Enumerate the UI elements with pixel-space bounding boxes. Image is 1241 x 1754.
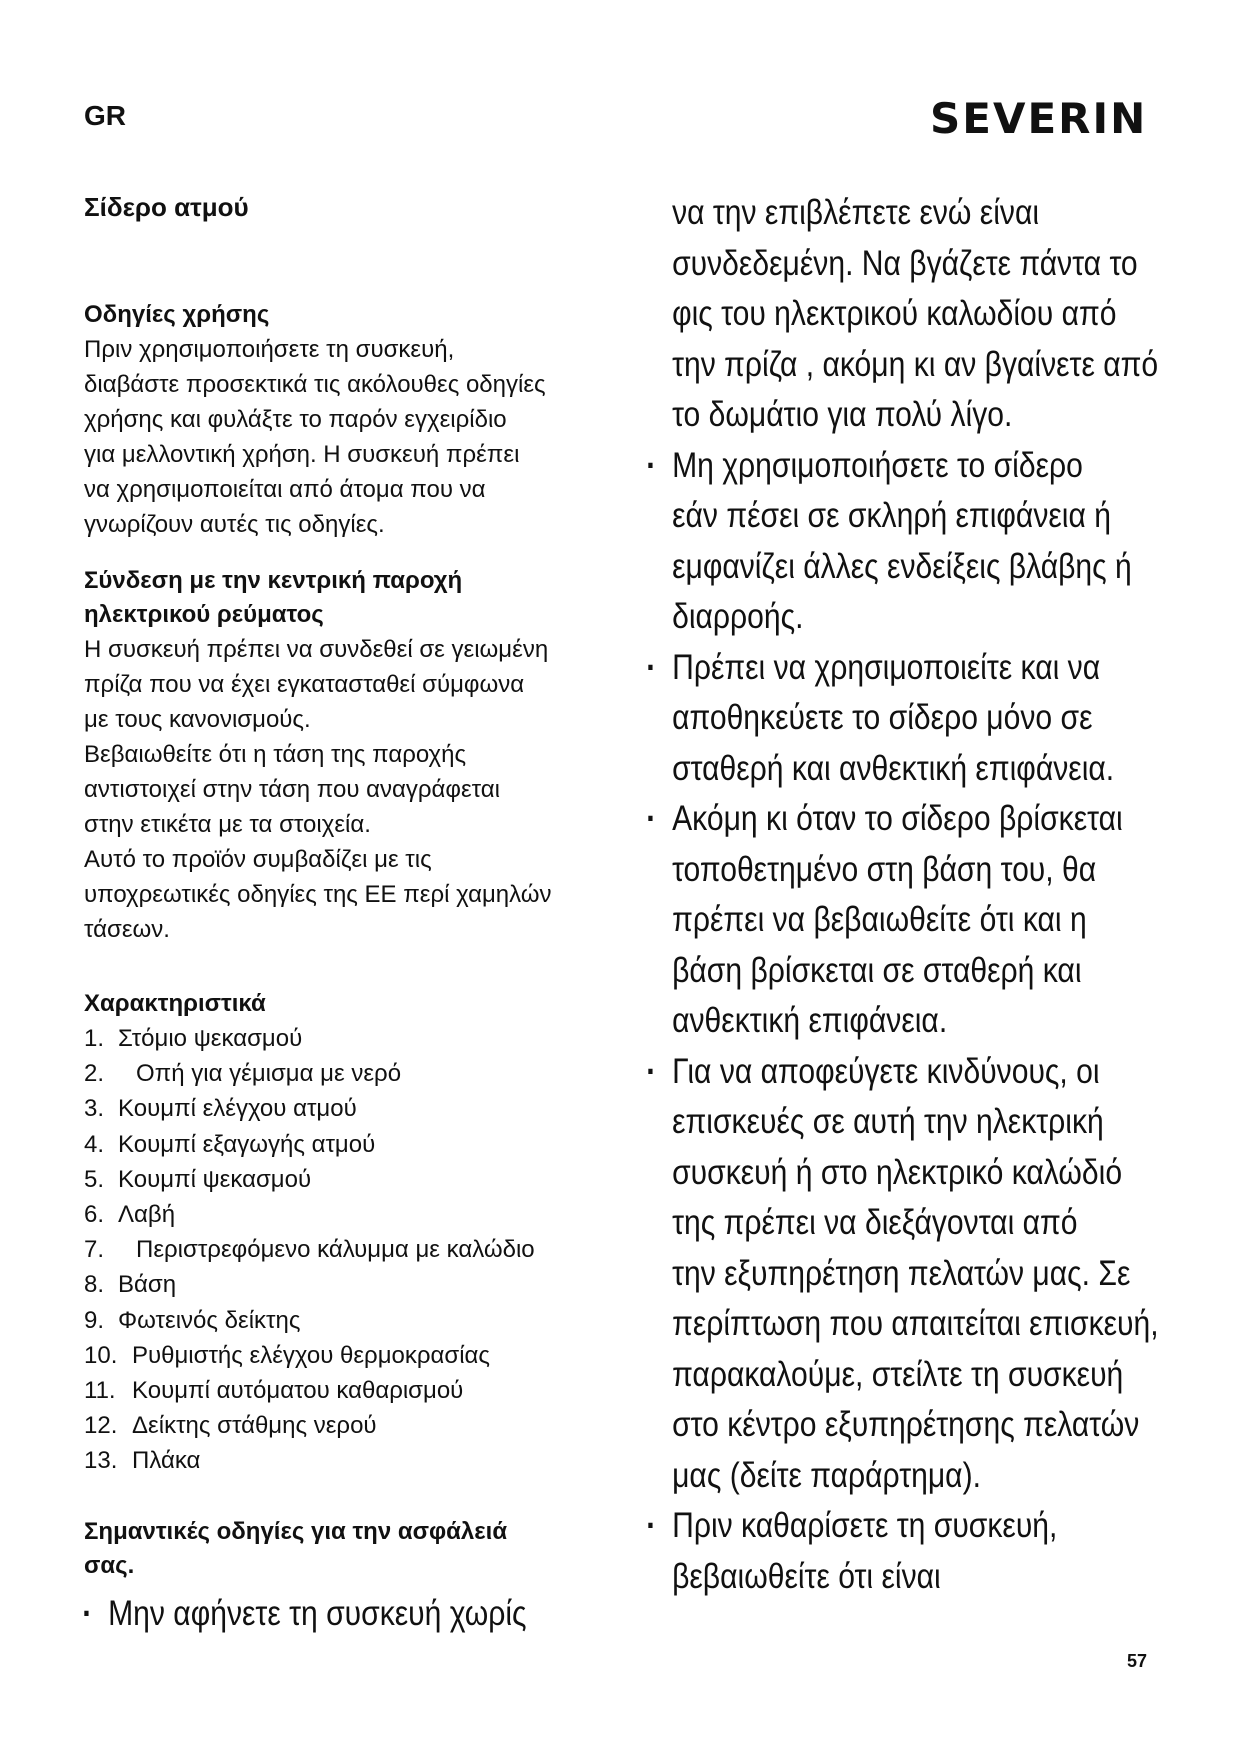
power-text	[84, 632, 604, 947]
text-line: της πρέπει να διεξάγονται από	[672, 1203, 1078, 1242]
list-item: 1. Στόμιο ψεκασμού	[84, 1025, 303, 1052]
list-item: 4. Κουμπί εξαγωγής ατμού	[84, 1130, 376, 1158]
page-number: 57	[1127, 1651, 1148, 1671]
power-heading-cont: ηλεκτρικού ρεύματος	[84, 601, 324, 628]
text-line: με τους κανονισμούς.	[84, 706, 311, 733]
text-line: πρέπει να βεβαιωθείτε ότι και η	[672, 900, 1087, 939]
text-line: περίπτωση που απαιτείται επισκευή,	[672, 1304, 1159, 1343]
text-line: χρήσης και φυλάξτε το παρόν εγχειρίδιο	[84, 406, 507, 433]
text-line: διαρροής.	[672, 597, 804, 636]
safety-bullet-continued	[648, 188, 1198, 441]
instructions-text	[84, 332, 604, 542]
page-title: Σίδερο ατμού	[84, 192, 249, 222]
text-line: στην ετικέτα με τα στοιχεία.	[84, 811, 371, 838]
list-item: 12. Δείκτης στάθμης νερού	[84, 1412, 377, 1440]
safety-heading: Σημαντικές οδηγίες για την ασφάλειά	[84, 1517, 508, 1545]
instructions-heading: Οδηγίες χρήσης	[84, 301, 270, 328]
text-line: για μελλοντική χρήση. Η συσκευή πρέπει	[84, 441, 520, 468]
text-line: τοποθετημένο στη βάση του, θα	[672, 849, 1097, 889]
text-line: εμφανίζει άλλες ενδείξεις βλάβης ή	[672, 546, 1132, 586]
features-list	[84, 1021, 604, 1479]
text-line: φις του ηλεκτρικού καλωδίου από	[672, 294, 1117, 333]
safety-bullet: · Μην αφήνετε τη συσκευή χωρίς	[84, 1589, 634, 1640]
text-line: Η συσκευή πρέπει να συνδεθεί σε γειωμένη	[84, 636, 549, 663]
power-heading: Σύνδεση με την κεντρική παροχή	[84, 567, 463, 594]
list-item: 10. Ρυθμιστής ελέγχου θερμοκρασίας	[84, 1341, 490, 1369]
list-item: 5. Κουμπί ψεκασμού	[84, 1165, 312, 1193]
text-line: την πρίζα , ακόμη κι αν βγαίνετε από	[672, 344, 1159, 384]
safety-heading-cont: σας.	[84, 1551, 135, 1579]
text-line: · Πριν καθαρίσετε τη συσκευή,	[648, 1501, 1198, 1552]
text-line: στο κέντρο εξυπηρέτησης πελατών	[672, 1405, 1140, 1444]
list-item: 8. Βάση	[84, 1271, 177, 1299]
text-line: να την επιβλέπετε ενώ είναι	[672, 193, 1040, 232]
text-line: · Ακόμη κι όταν το σίδερο βρίσκεται	[648, 794, 1198, 845]
text-line: · Πρέπει να χρησιμοποιείτε και να	[648, 643, 1198, 694]
text-line: · Μη χρησιμοποιήσετε το σίδερο	[648, 441, 1198, 492]
text-line: Βεβαιωθείτε ότι η τάση της παροχής	[84, 741, 467, 768]
list-item: 11. Κουμπί αυτόματου καθαρισμού	[84, 1377, 464, 1405]
list-item: 3. Κουμπί ελέγχου ατμού	[84, 1095, 357, 1123]
text-line: το δωμάτιο για πολύ λίγο.	[672, 395, 1013, 434]
safety-bullet	[648, 441, 1198, 643]
safety-bullet	[648, 1047, 1198, 1502]
text-line: εάν πέσει σε σκληρή επιφάνεια ή	[672, 496, 1112, 535]
text-line: επισκευές σε αυτή την ηλεκτρική	[672, 1102, 1104, 1141]
list-item: 9. Φωτεινός δείκτης	[84, 1306, 301, 1334]
left-column	[84, 190, 604, 1639]
text-line: βεβαιωθείτε ότι είναι	[672, 1556, 941, 1596]
text-line: συσκευή ή στο ηλεκτρικό καλώδιό	[672, 1152, 1123, 1192]
language-code: GR	[84, 100, 126, 131]
text-line: βάση βρίσκεται σε σταθερή και	[672, 950, 1082, 990]
text-line: γνωρίζουν αυτές τις οδηγίες.	[84, 511, 385, 538]
list-item: 2. Οπή για γέμισμα με νερό	[84, 1060, 402, 1088]
features-heading: Χαρακτηριστικά	[84, 990, 266, 1017]
text-line: Αυτό το προϊόν συμβαδίζει με τις	[84, 846, 432, 873]
right-column	[648, 188, 1188, 1602]
text-line: την εξυπηρέτηση πελατών μας. Σε	[672, 1253, 1131, 1293]
list-item: 7. Περιστρεφόμενο κάλυμμα με καλώδιο	[84, 1236, 535, 1264]
text-line: τάσεων.	[84, 916, 170, 943]
text-line: παρακαλούμε, στείλτε τη συσκευή	[672, 1354, 1124, 1394]
text-line: αποθηκεύετε το σίδερο μόνο σε	[672, 698, 1093, 737]
text-line: Πριν χρησιμοποιήσετε τη συσκευή,	[84, 336, 455, 363]
list-item: 6. Λαβή	[84, 1201, 176, 1229]
text-line: σταθερή και ανθεκτική επιφάνεια.	[672, 748, 1115, 788]
list-item: 13. Πλάκα	[84, 1447, 201, 1475]
text-line: ανθεκτική επιφάνεια.	[672, 1001, 948, 1040]
text-line: υποχρεωτικές οδηγίες της ΕΕ περί χαμηλών	[84, 881, 552, 908]
text-line: μας (δείτε παράρτημα).	[672, 1455, 981, 1495]
safety-bullet	[648, 794, 1198, 1047]
text-line: διαβάστε προσεκτικά τις ακόλουθες οδηγίες	[84, 371, 546, 398]
text-line: · Για να αποφεύγετε κινδύνους, οι	[648, 1047, 1198, 1098]
brand-logo: SEVERIN	[930, 94, 1148, 143]
safety-bullet	[648, 643, 1198, 795]
text-line: να χρησιμοποιείται από άτομα που να	[84, 476, 486, 503]
text-line: αντιστοιχεί στην τάση που αναγράφεται	[84, 776, 501, 803]
text-line: συνδεδεμένη. Να βγάζετε πάντα το	[672, 243, 1138, 283]
text-line: πρίζα που να έχει εγκατασταθεί σύμφωνα	[84, 671, 525, 698]
safety-bullet	[648, 1501, 1198, 1602]
